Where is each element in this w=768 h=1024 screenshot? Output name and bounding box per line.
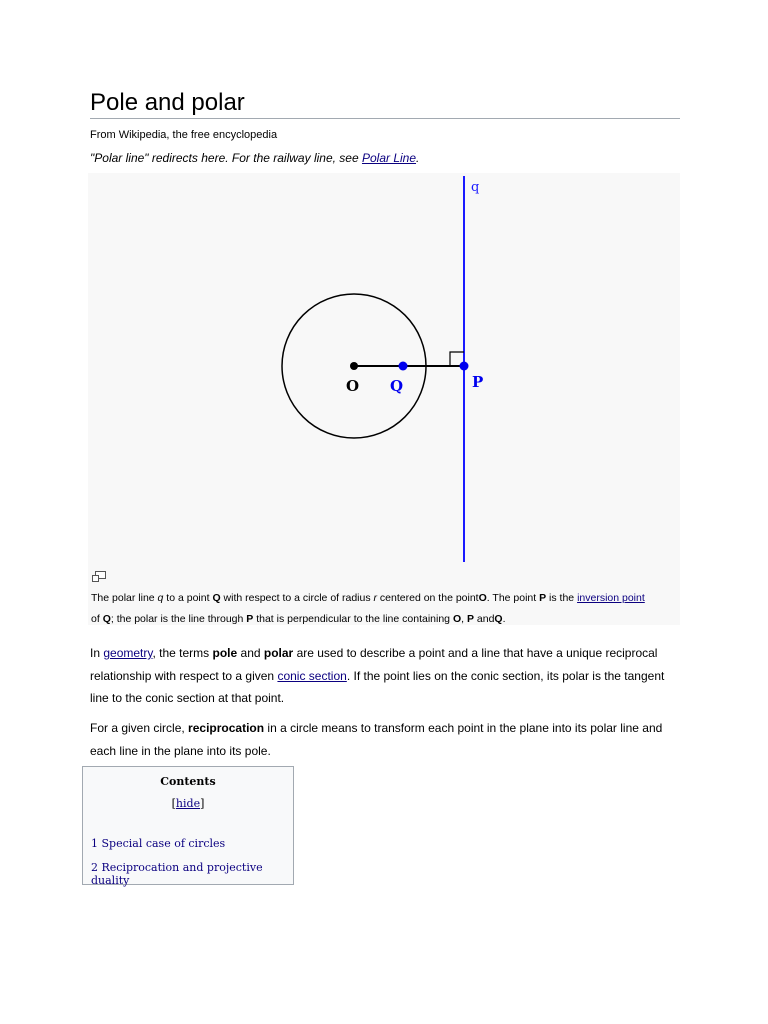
inversion-point-link[interactable]: inversion point (577, 592, 645, 604)
toc-item-special-case-of-circles[interactable]: 1 Special case of circles (91, 837, 226, 850)
point-p (460, 362, 469, 371)
intro-paragraph: In geometry, the terms pole and polar are used to describe a point and a line that have a unique reciprocal relationship with respect to a given conic section. If the point lies on the conic section, its polar is the tangent line to the conic section at that point. (90, 646, 665, 705)
toc-hide-link[interactable]: hide (175, 797, 201, 810)
figure-thumbnail (88, 173, 680, 625)
geometry-link[interactable]: geometry (103, 646, 153, 660)
point-q (399, 362, 408, 371)
page-title: Pole and polar (90, 88, 680, 119)
label-p: P (472, 373, 484, 391)
label-q-line: q (471, 180, 480, 195)
figure-caption: The polar line q to a point Q with respect to a circle of radius r centered on the pointO. The point P is the inversion point of Q; the polar is the line through P that is perpendicular to the line containing O, P andQ. (91, 592, 645, 625)
site-tagline: From Wikipedia, the free encyclopedia (90, 129, 278, 141)
label-o: O (346, 377, 360, 395)
hatnote-text: "Polar line" redirects here. For the railway line, see (90, 151, 362, 165)
table-of-contents (82, 766, 294, 885)
point-o (350, 362, 358, 370)
conic-section-link[interactable]: conic section (277, 668, 347, 683)
reciprocation-paragraph: For a given circle, reciprocation in a circle means to transform each point in the plane into its polar line and each line in the plane into its pole. (90, 721, 663, 758)
label-q-point: Q (390, 377, 404, 395)
toc-item-reciprocation-and-projective-duality[interactable]: 2 Reciprocation and projective duality (91, 861, 263, 887)
toc-hide-toggle: [hide] (171, 797, 205, 810)
pole-polar-diagram[interactable] (88, 173, 680, 573)
toc-title: Contents (160, 775, 216, 788)
hatnote-suffix: . (416, 151, 420, 165)
hatnote (90, 151, 419, 166)
polar-line-link[interactable]: Polar Line (361, 151, 417, 165)
